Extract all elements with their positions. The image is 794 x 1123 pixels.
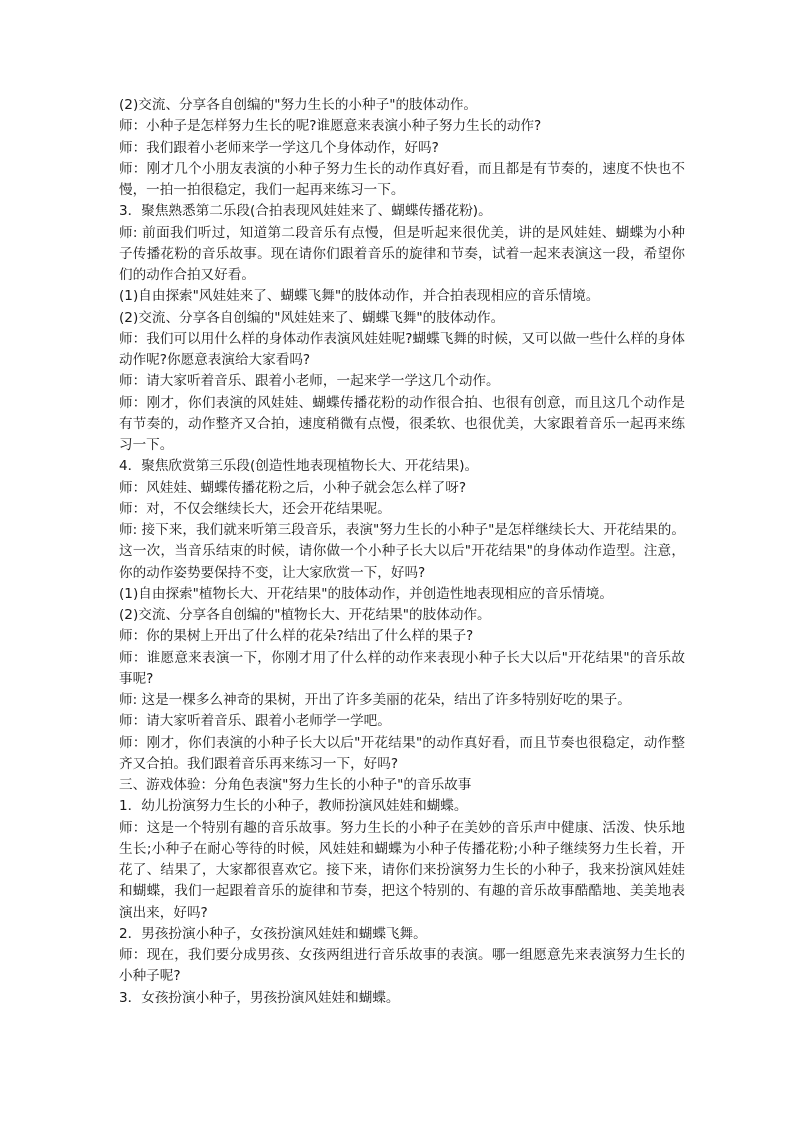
paragraph: 师: 前面我们听过，知道第二段音乐有点慢，但是听起来很优美，讲的是风娃娃、蝴蝶为小种子传播花粉的音乐故事。现在请你们跟着音乐的旋律和节奏，试着一起来表演这一段，希望你们的动作合拍又好看。 bbox=[119, 224, 685, 283]
paragraph: 师：刚才几个小朋友表演的小种子努力生长的动作真好看，而且都是有节奏的，速度不快也不慢，一拍一拍很稳定，我们一起再来练习一下。 bbox=[119, 160, 685, 198]
paragraph: (1)自由探索"植物长大、开花结果"的肢体动作，并创造性地表现相应的音乐情境。 bbox=[119, 585, 613, 602]
paragraph: 师：风娃娃、蝴蝶传播花粉之后，小种子就会怎么样了呀? bbox=[119, 479, 467, 496]
paragraph: 师：小种子是怎样努力生长的呢?谁愿意来表演小种子努力生长的动作? bbox=[119, 118, 542, 135]
paragraph: 师：请大家听着音乐、跟着小老师学一学吧。 bbox=[119, 713, 391, 730]
section-heading: 2．男孩扮演小种子，女孩扮演风娃娃和蝴蝶飞舞。 bbox=[119, 925, 427, 942]
paragraph: 师：你的果树上开出了什么样的花朵?结出了什么样的果子? bbox=[119, 628, 474, 645]
section-heading: 3．女孩扮演小种子，男孩扮演风娃娃和蝴蝶。 bbox=[119, 989, 400, 1006]
paragraph: 师：我们跟着小老师来学一学这几个身体动作，好吗? bbox=[119, 139, 439, 156]
paragraph: 师：我们可以用什么样的身体动作表演风娃娃呢?蝴蝶飞舞的时候，又可以做一些什么样的身体动作呢?你愿意表演给大家看吗? bbox=[119, 330, 685, 368]
section-heading: 4．聚焦欣赏第三乐段(创造性地表现植物长大、开花结果)。 bbox=[119, 458, 479, 475]
paragraph: 师：这是一个特别有趣的音乐故事。努力生长的小种子在美妙的音乐声中健康、活泼、快乐地生长;小种子在耐心等待的时候，风娃娃和蝴蝶为小种子传播花粉;小种子继续努力生长着，开花了、结果了，大家都很喜欢它。接下来，请你们来扮演努力生长的小种子，我来扮演风娃娃和蝴蝶，我们一起跟着音乐的旋律和节奏，把这个特别的、有趣的音乐故事酷酷地、美美地表演出来，好吗? bbox=[119, 819, 685, 921]
paragraph: (1)自由探索"风娃娃来了、蝴蝶飞舞"的肢体动作，并合拍表现相应的音乐情境。 bbox=[119, 288, 600, 305]
paragraph: 师：现在，我们要分成男孩、女孩两组进行音乐故事的表演。哪一组愿意先来表演努力生长的小种子呢? bbox=[119, 947, 685, 985]
paragraph: 师: 这是一棵多么神奇的果树，开出了许多美丽的花朵，结出了许多特别好吃的果子。 bbox=[119, 692, 631, 708]
paragraph: (2)交流、分享各自创编的"努力生长的小种子"的肢体动作。 bbox=[119, 97, 478, 113]
paragraph: 师：谁愿意来表演一下，你刚才用了什么样的动作来表现小种子长大以后"开花结果"的音乐故事呢? bbox=[119, 649, 685, 687]
paragraph: (2)交流、分享各自创编的"风娃娃来了、蝴蝶飞舞"的肢体动作。 bbox=[119, 309, 505, 326]
paragraph: 师：刚才，你们表演的风娃娃、蝴蝶传播花粉的动作很合拍、也很有创意，而且这几个动作是有节奏的，动作整齐又合拍，速度稍微有点慢，很柔软、也很优美，大家跟着音乐一起再来练习一下。 bbox=[119, 394, 685, 453]
document-body bbox=[119, 95, 685, 1009]
section-heading: 三、游戏体验：分角色表演"努力生长的小种子"的音乐故事 bbox=[119, 777, 472, 793]
paragraph: (2)交流、分享各自创编的"植物长大、开花结果"的肢体动作。 bbox=[119, 607, 491, 623]
paragraph: 师：对，不仅会继续长大，还会开花结果呢。 bbox=[119, 500, 391, 517]
section-heading: 3．聚焦熟悉第二乐段(合拍表现风娃娃来了、蝴蝶传播花粉)。 bbox=[119, 203, 492, 220]
paragraph: 师: 接下来，我们就来听第三段音乐，表演"努力生长的小种子"是怎样继续长大、开花结果的。这一次，当音乐结束的时候，请你做一个小种子长大以后"开花结果"的身体动作造型。注意，你的动作姿势要保持不变，让大家欣赏一下，好吗? bbox=[119, 522, 685, 581]
paragraph: 师：刚才，你们表演的小种子长大以后"开花结果"的动作真好看，而且节奏也很稳定，动作整齐又合拍。我们跟着音乐再来练习一下，好吗? bbox=[119, 734, 685, 772]
section-heading: 1．幼儿扮演努力生长的小种子，教师扮演风娃娃和蝴蝶。 bbox=[119, 798, 468, 815]
paragraph: 师：请大家听着音乐、跟着小老师，一起来学一学这几个动作。 bbox=[119, 373, 500, 390]
